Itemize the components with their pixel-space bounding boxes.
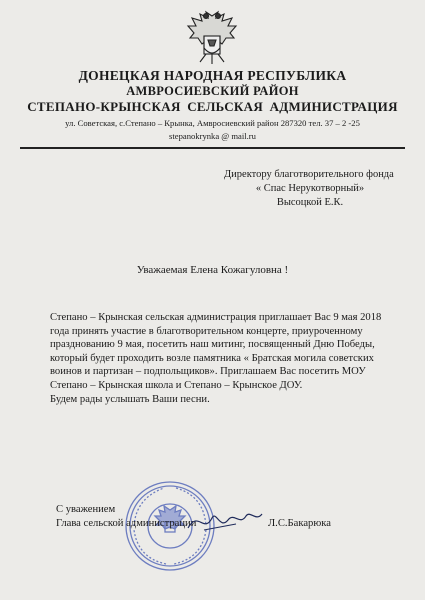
closing-regards: С уважением xyxy=(56,504,116,515)
recipient-line: Высоцкой Е.К. xyxy=(276,197,344,208)
letterhead-address: ул. Советская, с.Степано – Крынка, Амвросиевский район 287320 тел. 37 – 2 -25 xyxy=(65,118,360,128)
body-line: Степано – Крынская сельская администрация приглашает Вас 9 мая 2018 xyxy=(50,312,382,323)
body-line: празднованию 9 мая, посетить наш митинг, посвященный Дню Победы, xyxy=(50,339,375,351)
closing-block xyxy=(56,503,196,531)
greeting: Уважаемая Елена Кожагуловна ! xyxy=(136,264,289,276)
handwritten-signature-icon xyxy=(184,500,266,540)
body-line: года принять участие в благотворительном концерте, приуроченному xyxy=(50,325,363,337)
letterhead-administration: СТЕПАНО-КРЫНСКАЯ СЕЛЬСКАЯ АДМИНИСТРАЦИЯ xyxy=(27,99,398,114)
recipient-line: « Спас Нерукотворный» xyxy=(255,183,365,194)
letterhead-district: АМВРОСИЕВСКИЙ РАЙОН xyxy=(126,84,299,98)
closing-position: Глава сельской администрации xyxy=(56,518,197,529)
body-line: воинов и партизан – подпольщиков». Приглашаем Вас посетить МОУ xyxy=(50,366,366,378)
body-line: Степано – Крынская школа и Степано – Крынское ДОУ. xyxy=(50,379,303,391)
header-divider xyxy=(20,147,405,149)
body-line: Будем рады услышать Ваши песни. xyxy=(50,393,210,405)
letterhead-email: stepanokrynka @ mail.ru xyxy=(169,131,256,141)
letterhead-republic: ДОНЕЦКАЯ НАРОДНАЯ РЕСПУБЛИКА xyxy=(78,68,347,83)
recipient-block xyxy=(210,168,410,210)
signatory-name: Л.С.Бакарюка xyxy=(268,518,331,529)
coat-of-arms-icon xyxy=(186,8,238,66)
recipient-line: Директору благотворительного фонда xyxy=(224,169,394,180)
letter-body xyxy=(50,311,405,406)
body-line: который будет проходить возле памятника « Братская могила советских xyxy=(50,352,374,364)
